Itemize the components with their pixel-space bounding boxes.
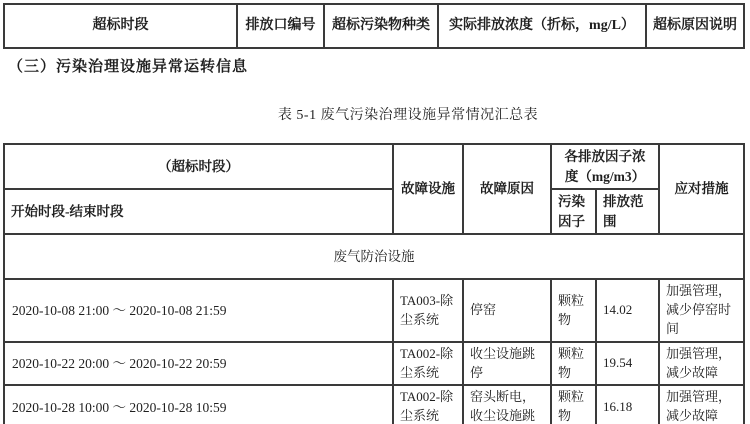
category-label: 废气防治设施	[4, 234, 744, 279]
main-header-row-top	[4, 144, 744, 189]
cell-factor: 颗粒物	[551, 342, 596, 386]
cell-factor: 颗粒物	[551, 279, 596, 342]
header-actual-concentration: 实际排放浓度（折标，mg/L）	[438, 4, 646, 48]
table-row	[4, 279, 744, 342]
exceedance-header-row	[4, 4, 744, 48]
table-title: 表 5-1 废气污染治理设施异常情况汇总表	[277, 108, 539, 123]
cell-facility: TA003-除尘系统	[393, 279, 463, 342]
header-exceed-reason: 超标原因说明	[646, 4, 744, 48]
header-fault-reason: 故障原因	[463, 144, 551, 234]
cell-range: 19.54	[596, 342, 659, 386]
main-header-row-bottom	[4, 189, 744, 234]
exceedance-summary-table	[3, 3, 745, 49]
category-row-waste-gas	[4, 234, 744, 279]
cell-facility: TA002-除尘系统	[393, 385, 463, 424]
cell-range: 16.18	[596, 385, 659, 424]
section-heading: （三）污染治理设施异常运转信息	[8, 59, 249, 75]
cell-measure: 加强管理，减少故障	[659, 342, 744, 386]
cell-range: 14.02	[596, 279, 659, 342]
table-row	[4, 342, 744, 386]
cell-measure: 加强管理，减少停窑时间	[659, 279, 744, 342]
cell-facility: TA002-除尘系统	[393, 342, 463, 386]
cell-period: 2020-10-22 20:00 ～ 2020-10-22 20:59	[4, 342, 393, 386]
header-measures: 应对措施	[659, 144, 744, 234]
header-pollutant-factor: 污染因子	[551, 189, 596, 234]
header-period-group: （超标时段）	[4, 144, 393, 189]
cell-period: 2020-10-28 10:00 ～ 2020-10-28 10:59	[4, 385, 393, 424]
header-factor-concentration-group: 各排放因子浓度（mg/m3）	[551, 144, 659, 189]
table-row	[4, 385, 744, 424]
header-emission-range: 排放范围	[596, 189, 659, 234]
cell-measure: 加强管理，减少故障	[659, 385, 744, 424]
cell-reason: 窑头断电，收尘设施跳	[463, 385, 551, 424]
cell-reason: 收尘设施跳停	[463, 342, 551, 386]
header-period-detail: 开始时段-结束时段	[4, 189, 393, 234]
cell-reason: 停窑	[463, 279, 551, 342]
header-pollutant-type: 超标污染物种类	[324, 4, 438, 48]
cell-period: 2020-10-08 21:00 ～ 2020-10-08 21:59	[4, 279, 393, 342]
header-exceed-period: 超标时段	[4, 4, 237, 48]
abnormal-operation-table	[3, 143, 745, 424]
cell-factor: 颗粒物	[551, 385, 596, 424]
header-fault-facility: 故障设施	[393, 144, 463, 234]
header-outlet-id: 排放口编号	[237, 4, 324, 48]
